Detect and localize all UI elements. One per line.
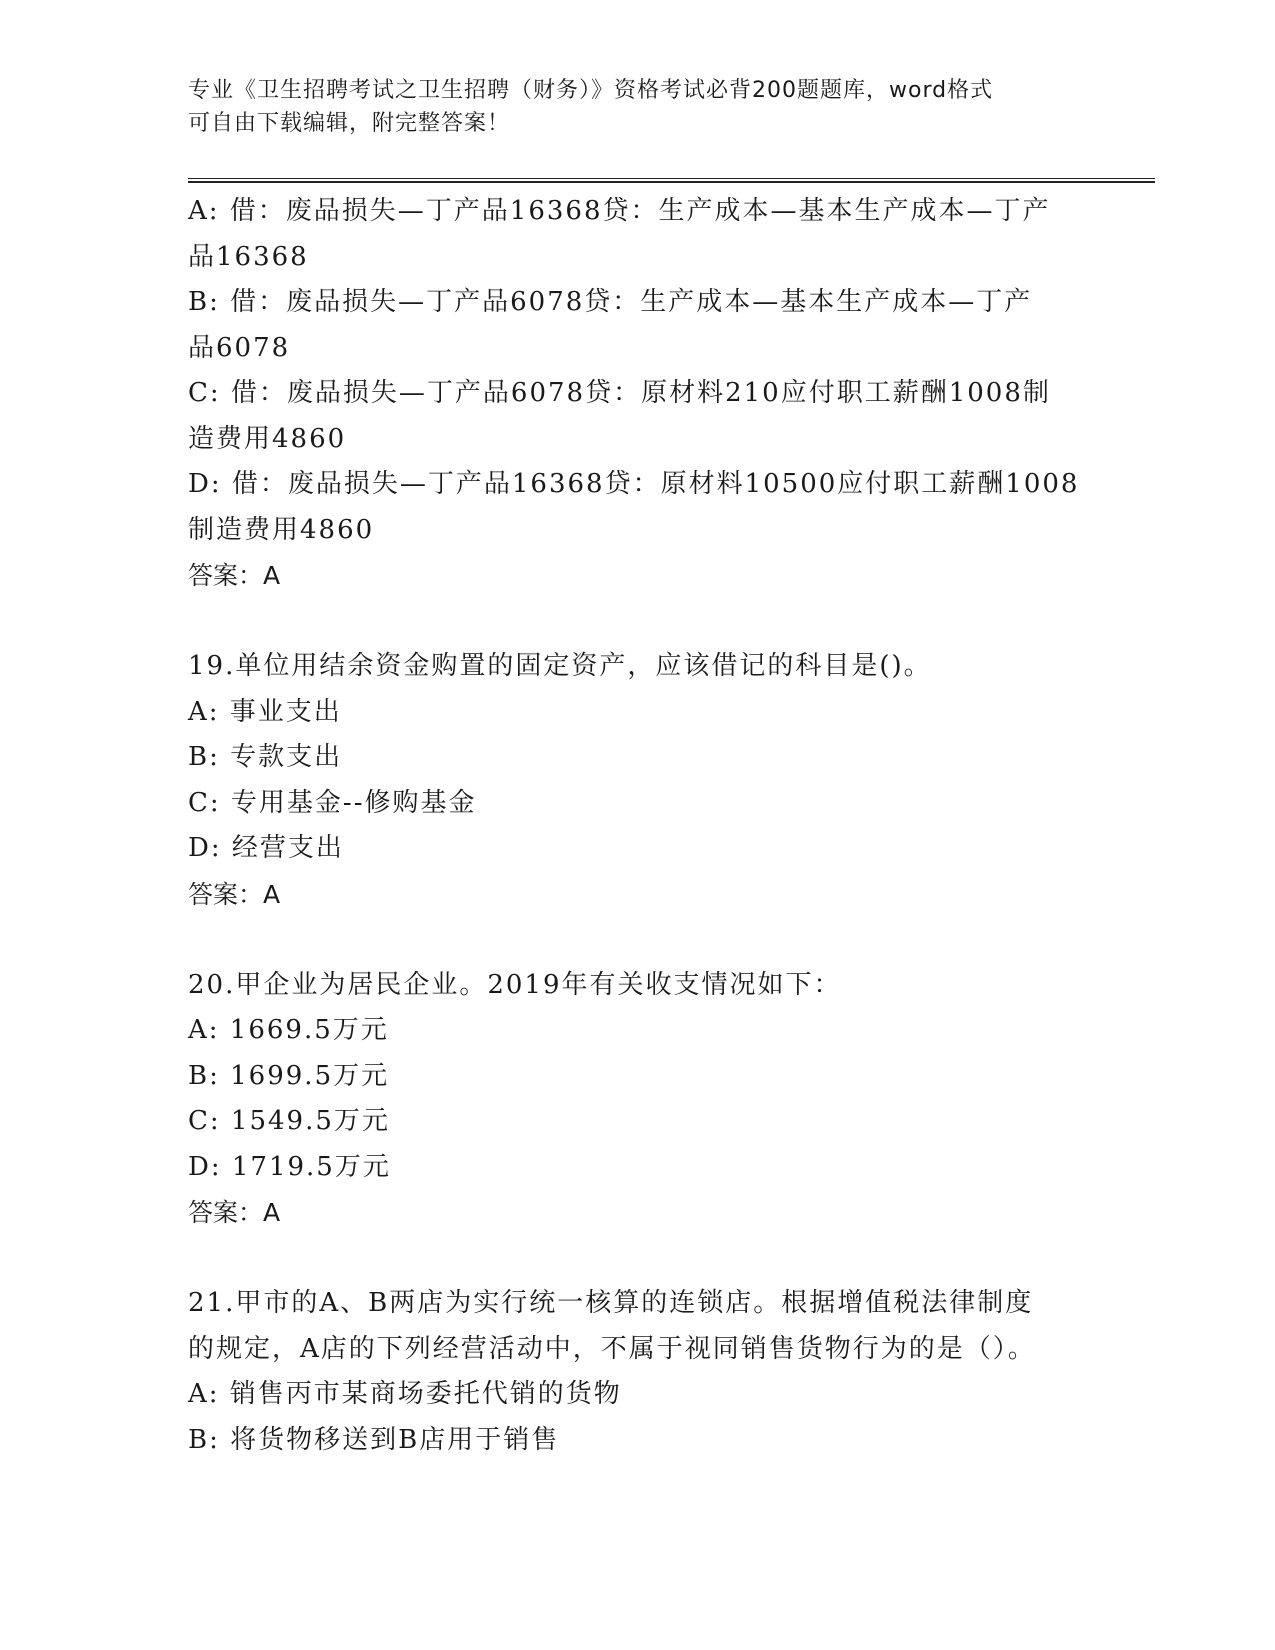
question-19 (188, 644, 1088, 917)
question-20 (188, 963, 1088, 1236)
option-b: B: 1699.5万元 (188, 1060, 390, 1091)
answer-line: 答案：A (188, 879, 281, 909)
option-d-line-1: D: 借：废品损失—丁产品16368贷：原材料10500应付职工薪酬1008 (188, 469, 1080, 499)
option-a: A: 销售丙市某商场委托代销的货物 (188, 1379, 622, 1409)
option-c: C: 1549.5万元 (188, 1106, 390, 1136)
option-c-line-1: C: 借：废品损失—丁产品6078贷：原材料210应付职工薪酬1008制 (188, 378, 1051, 408)
header-line-1: 专业《卫生招聘考试之卫生招聘（财务）》资格考试必背200题题库，word格式 (188, 78, 994, 103)
question-18 (188, 189, 1088, 599)
option-d: D: 1719.5万元 (188, 1151, 391, 1182)
option-a-line-2: 品16368 (188, 241, 309, 272)
question-stem: 20.甲企业为居民企业。2019年有关收支情况如下： (188, 969, 842, 1000)
header-line-2: 可自由下载编辑，附完整答案！ (188, 111, 511, 136)
question-stem: 19.单位用结余资金购置的固定资产，应该借记的科目是()。 (188, 651, 932, 681)
document-header (188, 74, 1088, 140)
option-b-line-2: 品6078 (188, 332, 291, 363)
header-divider-thick (188, 181, 1155, 183)
spacer (188, 1236, 1088, 1282)
option-b: B: 专款支出 (188, 742, 343, 772)
spacer (188, 917, 1088, 963)
option-a: A: 1669.5万元 (188, 1015, 389, 1045)
option-d-line-2: 制造费用4860 (188, 514, 375, 545)
option-b: B: 将货物移送到B店用于销售 (188, 1424, 560, 1455)
option-d: D: 经营支出 (188, 833, 344, 863)
option-a: A: 事业支出 (188, 696, 342, 727)
option-a-line-1: A: 借：废品损失—丁产品16368贷：生产成本—基本生产成本—丁产 (188, 196, 1051, 226)
header-divider-thin (188, 178, 1155, 179)
spacer (188, 599, 1088, 645)
option-c: C: 专用基金--修购基金 (188, 787, 477, 818)
question-stem-line-1: 21.甲市的A、B两店为实行统一核算的连锁店。根据增值税法律制度 (188, 1288, 1034, 1318)
document-body (188, 189, 1088, 1463)
answer-line: 答案：A (188, 561, 281, 590)
option-c-line-2: 造费用4860 (188, 423, 347, 454)
answer-line: 答案：A (188, 1198, 281, 1227)
option-b-line-1: B: 借：废品损失—丁产品6078贷：生产成本—基本生产成本—丁产 (188, 287, 1033, 317)
question-21 (188, 1281, 1088, 1463)
question-stem-line-2: 的规定，A店的下列经营活动中，不属于视同销售货物行为的是（）。 (188, 1333, 1036, 1364)
